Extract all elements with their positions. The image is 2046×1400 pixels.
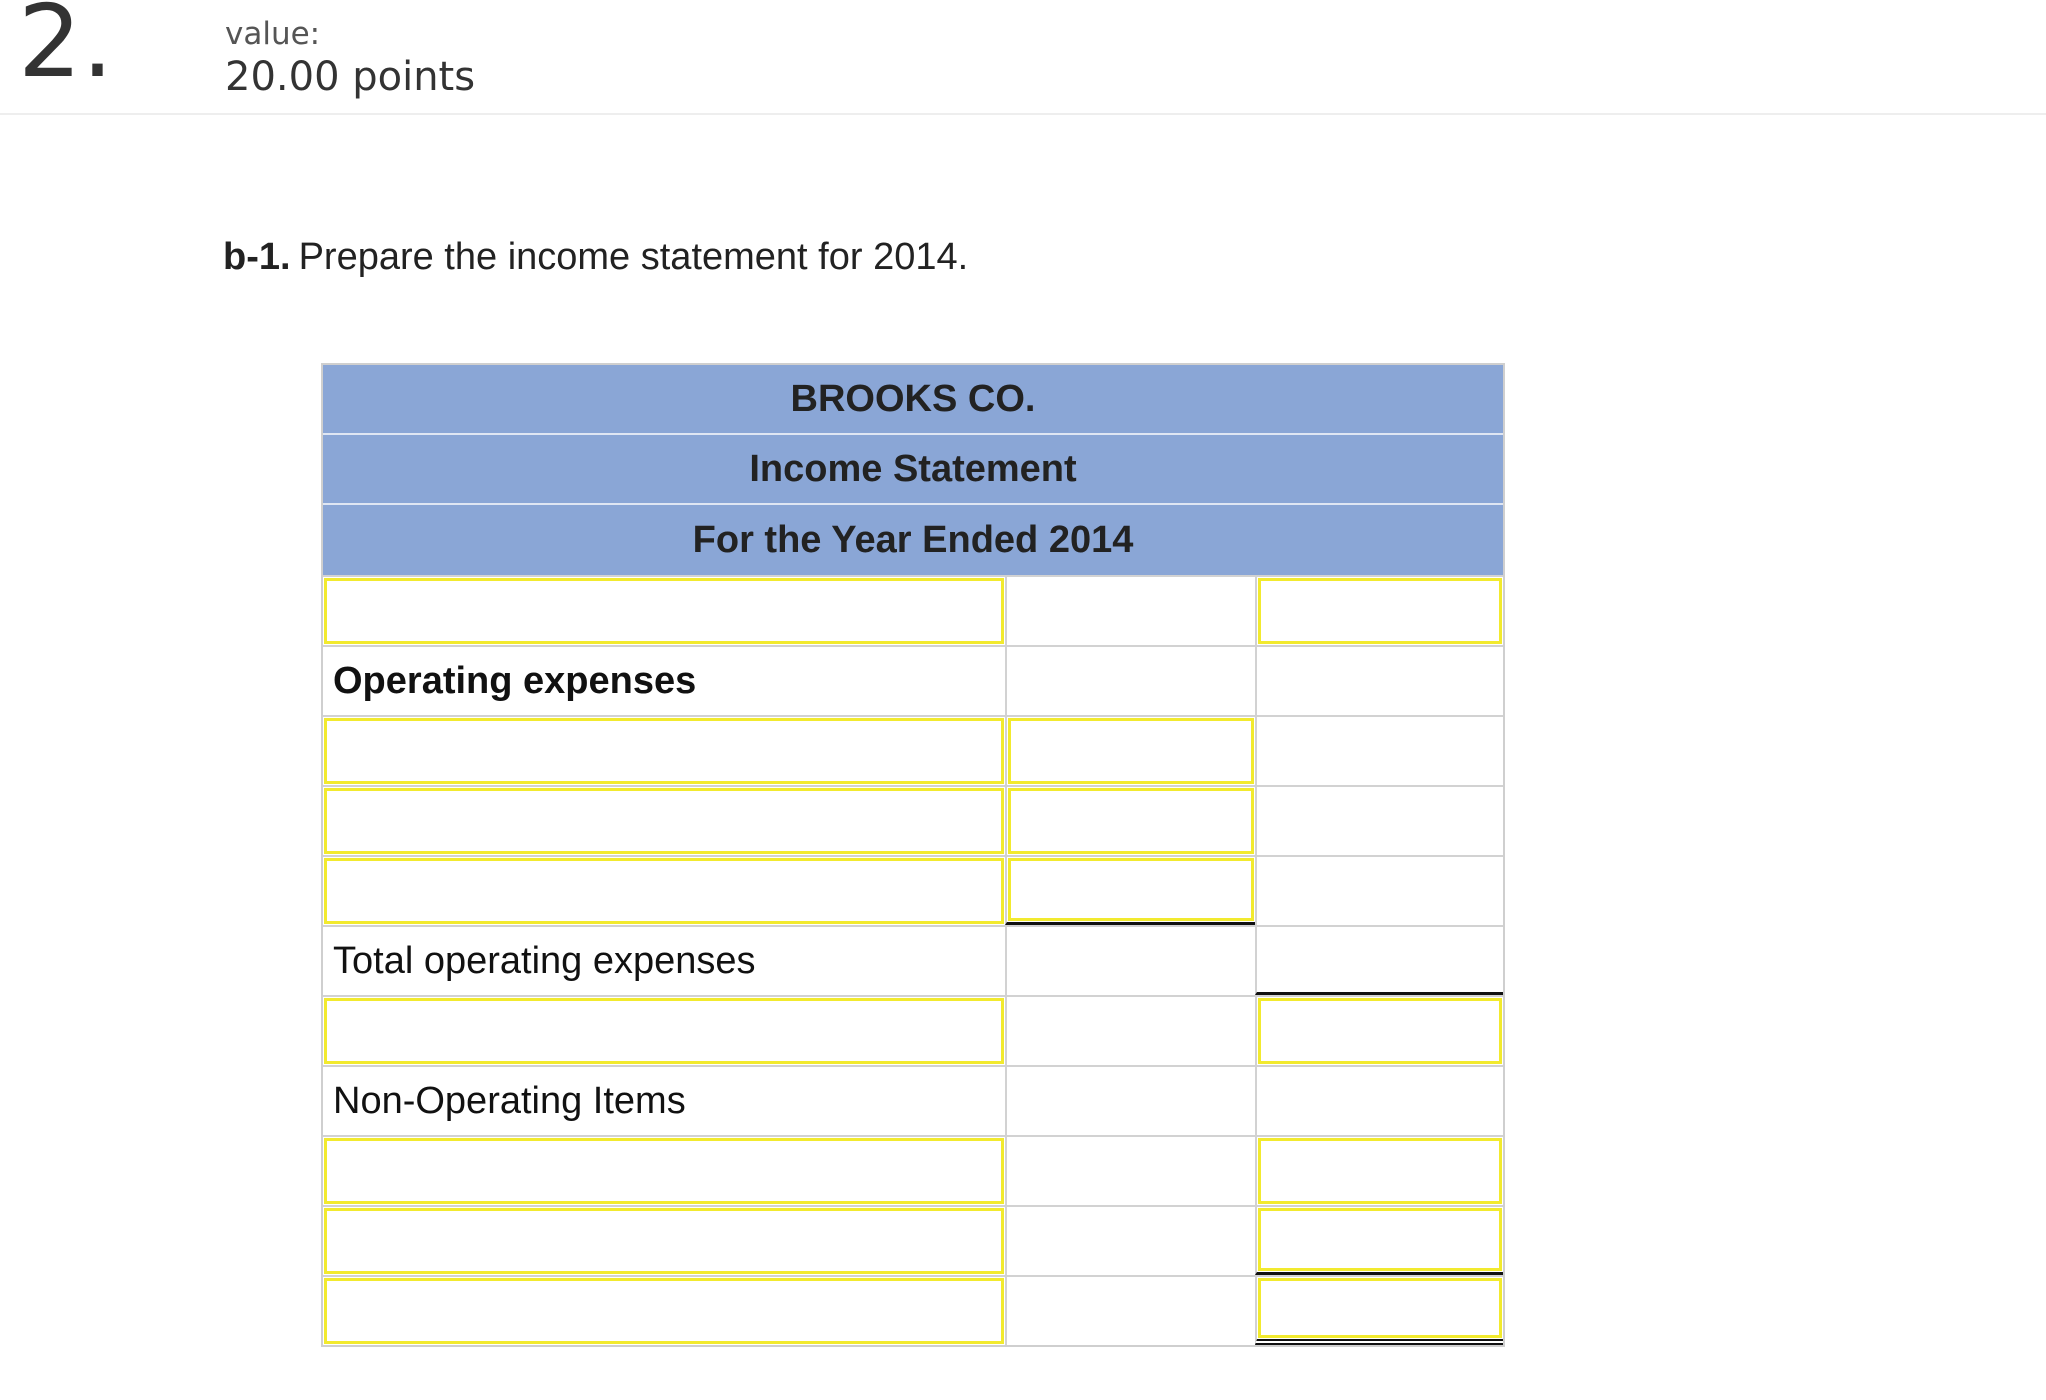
- total-input[interactable]: [1258, 1208, 1502, 1271]
- table-row: [323, 855, 1503, 925]
- total-operating-expenses-label: Total operating expenses: [333, 939, 756, 982]
- table-row: [323, 575, 1503, 645]
- account-input[interactable]: [324, 1138, 1004, 1204]
- statement-period-header: For the Year Ended 2014: [323, 505, 1503, 575]
- account-input[interactable]: [324, 1278, 1004, 1344]
- amount-cell: [1005, 857, 1255, 925]
- table-row: [323, 1065, 1503, 1135]
- total-cell: [1255, 1277, 1503, 1345]
- table-row: [323, 995, 1503, 1065]
- question-number: 2.: [18, 0, 114, 100]
- amount-cell: [1005, 647, 1255, 715]
- table-row: [323, 645, 1503, 715]
- amount-cell: [1005, 717, 1255, 785]
- non-operating-items-label: Non-Operating Items: [333, 1079, 686, 1122]
- account-input[interactable]: [324, 718, 1004, 784]
- amount-cell: [1005, 1207, 1255, 1275]
- total-cell: [1255, 1067, 1503, 1135]
- account-input[interactable]: [324, 788, 1004, 854]
- operating-expenses-label: Operating expenses: [333, 659, 697, 702]
- company-name-header: BROOKS CO.: [323, 365, 1503, 435]
- points-value: 20.00 points: [225, 54, 476, 100]
- amount-cell: [1005, 787, 1255, 855]
- total-cell: [1255, 577, 1503, 645]
- total-input[interactable]: [1258, 578, 1502, 644]
- amount-input[interactable]: [1008, 788, 1254, 854]
- account-cell: [323, 997, 1005, 1065]
- total-cell: [1255, 787, 1503, 855]
- instruction-text: Prepare the income statement for 2014.: [298, 236, 969, 278]
- header-divider: [0, 113, 2046, 115]
- total-cell: [1255, 1207, 1503, 1275]
- total-input[interactable]: [1258, 1278, 1502, 1338]
- total-cell: [1255, 1137, 1503, 1205]
- account-cell: [323, 1277, 1005, 1345]
- amount-cell: [1005, 1137, 1255, 1205]
- amount-cell: [1005, 1277, 1255, 1345]
- account-cell: [323, 1137, 1005, 1205]
- table-row: [323, 925, 1503, 995]
- account-cell: [323, 647, 1005, 715]
- total-cell: [1255, 647, 1503, 715]
- amount-input[interactable]: [1008, 718, 1254, 784]
- total-cell: [1255, 717, 1503, 785]
- amount-cell: [1005, 927, 1255, 995]
- account-input[interactable]: [324, 578, 1004, 644]
- amount-cell: [1005, 997, 1255, 1065]
- account-input[interactable]: [324, 1208, 1004, 1274]
- value-label: value:: [225, 16, 321, 52]
- income-statement-table: [321, 363, 1505, 1347]
- account-input[interactable]: [324, 858, 1004, 924]
- instruction-part: b-1.: [223, 236, 291, 278]
- account-cell: [323, 857, 1005, 925]
- amount-cell: [1005, 577, 1255, 645]
- account-input[interactable]: [324, 998, 1004, 1064]
- total-cell: [1255, 857, 1503, 925]
- amount-input[interactable]: [1008, 858, 1254, 921]
- table-row: [323, 785, 1503, 855]
- account-cell: [323, 717, 1005, 785]
- total-cell: [1255, 927, 1503, 995]
- table-row: [323, 1135, 1503, 1205]
- total-input[interactable]: [1258, 998, 1502, 1064]
- account-cell: [323, 927, 1005, 995]
- table-row: [323, 1275, 1503, 1345]
- account-cell: [323, 787, 1005, 855]
- account-cell: [323, 1207, 1005, 1275]
- table-row: [323, 1205, 1503, 1275]
- account-cell: [323, 577, 1005, 645]
- account-cell: [323, 1067, 1005, 1135]
- total-cell: [1255, 997, 1503, 1065]
- table-row: [323, 715, 1503, 785]
- amount-cell: [1005, 1067, 1255, 1135]
- total-input[interactable]: [1258, 1138, 1502, 1204]
- statement-title-header: Income Statement: [323, 435, 1503, 505]
- instruction: [223, 236, 968, 279]
